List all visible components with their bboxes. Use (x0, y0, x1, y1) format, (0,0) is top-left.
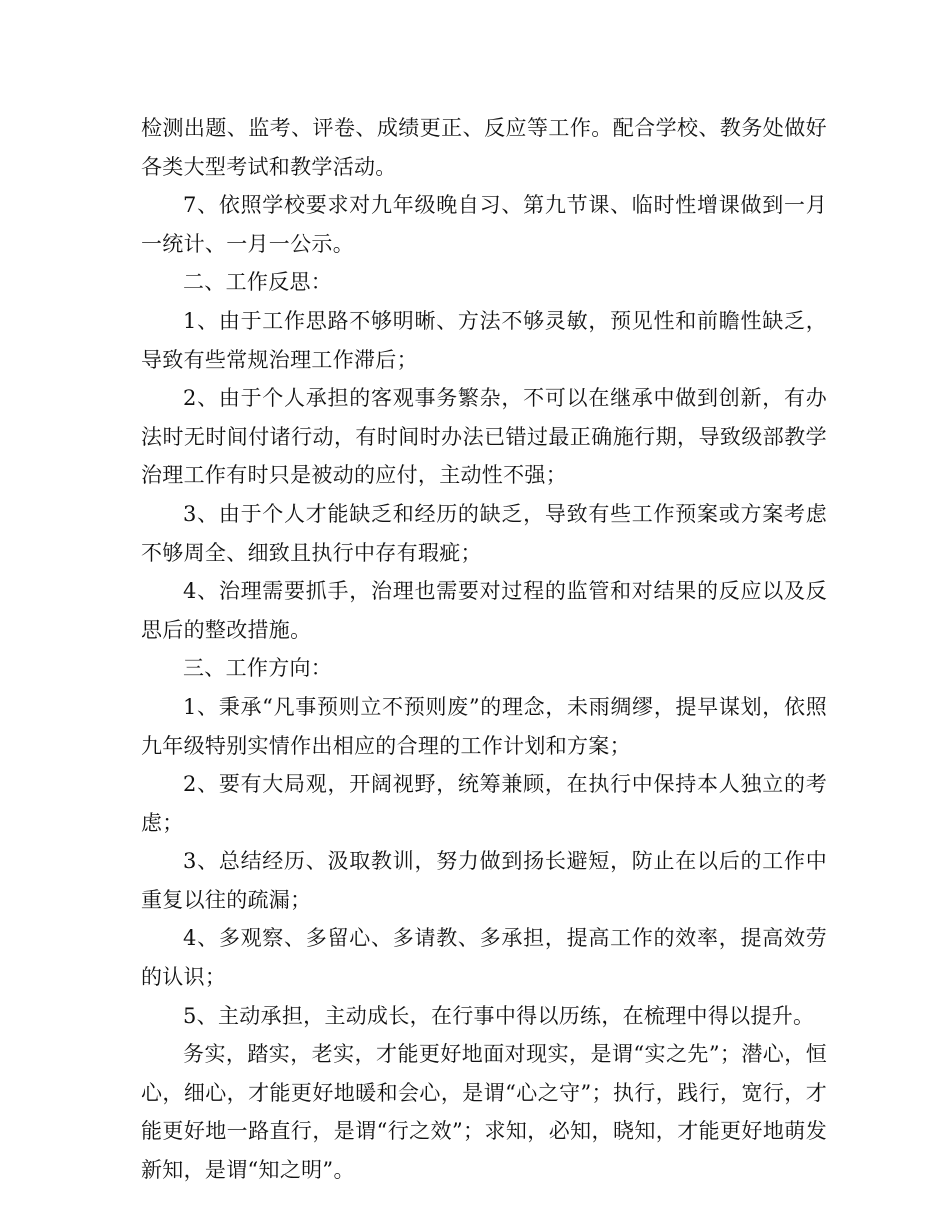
paragraph-item-7: 7、依照学校要求对九年级晚自习、第九节课、临时性增课做到一月一统计、一月一公示。 (141, 193, 827, 256)
direction-item-5: 5、主动承担，主动成长，在行事中得以历练，在梳理中得以提升。 (183, 1003, 815, 1028)
reflection-item-1: 1、由于工作思路不够明晰、方法不够灵敏，预见性和前瞻性缺乏，导致有些常规治理工作滞后； (141, 308, 827, 372)
direction-item-4: 4、多观察、多留心、多请教、多承担，提高工作的效率，提高效劳的认识； (141, 926, 827, 990)
closing-paragraph: 务实，踏实，老实，才能更好地面对现实，是谓“实之先”；潜心，恒心，细心，才能更好地暖和会心，是谓“心之守”；执行，践行，宽行，才能更好地一路直行，是谓“行之效”；求知，必知，晓知，才能更好地萌发新知，是谓“知之明”。 (141, 1042, 827, 1183)
paragraph-exam-work: 检测出题、监考、评卷、成绩更正、反应等工作。配合学校、教务处做好各类大型考试和教学活动。 (141, 116, 827, 179)
direction-item-3: 3、总结经历、汲取教训，努力做到扬长避短，防止在以后的工作中重复以往的疏漏； (141, 849, 827, 912)
reflection-item-2: 2、由于个人承担的客观事务繁杂，不可以在继承中做到创新，有办法时无时间付诸行动，有时间时办法已错过最正确施行期，导致级部教学治理工作有时只是被动的应付，主动性不强； (141, 386, 827, 488)
section-heading-reflection: 二、工作反思： (183, 270, 333, 295)
direction-item-1: 1、秉承“凡事预则立不预则废”的理念，未雨绸缪，提早谋划，依照九年级特别实情作出相应的合理的工作计划和方案； (141, 694, 827, 758)
reflection-item-4: 4、治理需要抓手，治理也需要对过程的监管和对结果的反应以及反思后的整改措施。 (141, 579, 827, 642)
document-body (141, 109, 827, 1190)
section-heading-direction: 三、工作方向： (183, 656, 333, 681)
reflection-item-3: 3、由于个人才能缺乏和经历的缺乏，导致有些工作预案或方案考虑不够周全、细致且执行中存有瑕疵； (141, 501, 827, 565)
direction-item-2: 2、要有大局观，开阔视野，统筹兼顾，在执行中保持本人独立的考虑； (141, 772, 827, 835)
